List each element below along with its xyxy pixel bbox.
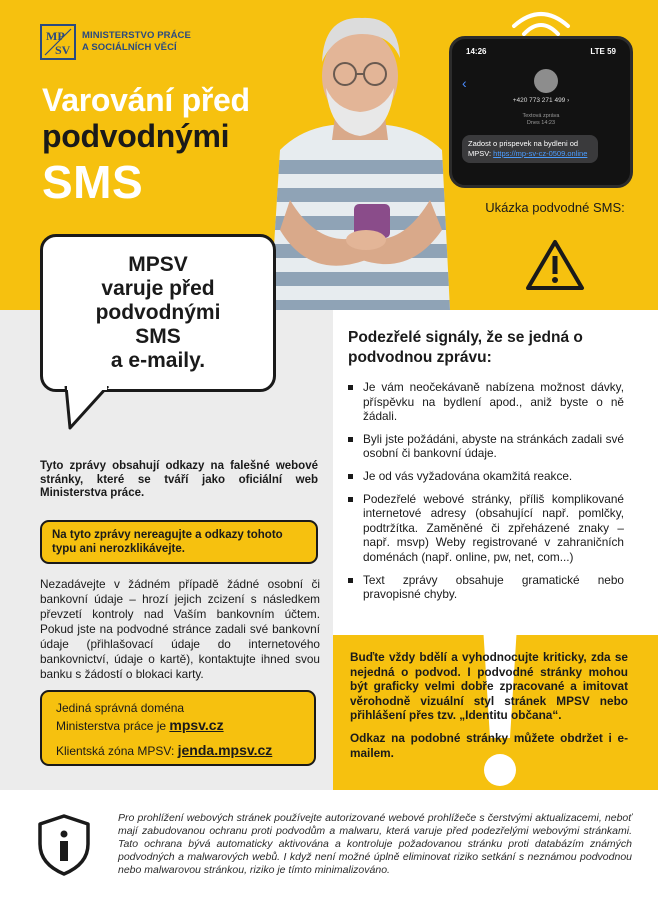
client-zone-link[interactable]: jenda.mpsv.cz bbox=[177, 742, 273, 758]
headline-line3: SMS bbox=[42, 156, 144, 208]
intro-text: Tyto zprávy obsahují odkazy na falešné webové stránky, které se tváří jako oficiální web Ministerstva práce. bbox=[40, 460, 318, 499]
message-meta bbox=[452, 113, 630, 127]
speech-bubble bbox=[40, 234, 276, 392]
list-item: Je od vás vyžadována okamžitá reakce. bbox=[348, 469, 624, 484]
phone-status-bar bbox=[466, 47, 616, 56]
official-domain-prefix: Ministerstva práce je bbox=[56, 719, 170, 733]
signals-list bbox=[348, 380, 624, 610]
back-chevron-icon: ‹ bbox=[462, 75, 467, 91]
signals-title: Podezřelé signály, že se jedná o podvodnou zprávu: bbox=[348, 329, 583, 366]
sms-phone-mockup bbox=[449, 36, 633, 188]
speech-line1: MPSV bbox=[128, 253, 188, 276]
phone-signal: LTE 59 bbox=[590, 47, 616, 56]
official-domain-label: Jediná správná doména bbox=[56, 701, 185, 715]
speech-bubble-tail bbox=[62, 386, 112, 432]
client-zone-prefix: Klientská zóna MPSV: bbox=[56, 744, 178, 758]
vigilance-text bbox=[350, 650, 628, 760]
client-zone-row bbox=[56, 742, 300, 760]
warning-triangle-icon bbox=[524, 238, 586, 292]
headline-line1: Varování před bbox=[42, 82, 250, 118]
speech-line5: a e-maily. bbox=[110, 349, 206, 372]
mpsv-logo-mark bbox=[43, 27, 73, 57]
contact-avatar bbox=[534, 69, 558, 93]
list-item: Podezřelé webové stránky, příliš komplikované internetové adresy (obsahující např. pomlčky, podtržítka. Zaměněné či zpřeházené znaky – např. msvp) Weby registrované v zahraničních doménách (např. online, pw, net, com...) bbox=[348, 492, 624, 565]
mpsv-logo bbox=[40, 24, 191, 60]
speech-line2: varuje před bbox=[101, 277, 215, 300]
list-item: Je vám neočekávaně nabízena možnost dávky, příspěvku na bydlení apod., aniž byste o ně žádali. bbox=[348, 380, 624, 424]
list-item: Byli jste požádáni, abyste na stránkách zadali své osobní či bankovní údaje. bbox=[348, 432, 624, 461]
speech-line4: SMS bbox=[135, 325, 181, 348]
bank-data-warning: Nezadávejte v žádném případě žádné osobní či bankovní údaje – hrozí jejich zcizení s následkem převzetí kontroly nad Vaším bankovním účtem. Pokud jste na podvodné stránce zadali své bankovní údaje (přihlašovací údaje do internetového bankovnictví, údaje o kartě), kontaktujte ihned svou banku s žádostí o blokaci karty. bbox=[40, 577, 320, 681]
svg-text:MP: MP bbox=[46, 29, 65, 43]
svg-text:SV: SV bbox=[55, 43, 71, 57]
vigilance-paragraph-2: Odkaz na podobné stránky můžete obdržet i e-mailem. bbox=[350, 730, 628, 760]
sms-text: Zadost o prispevek na bydleni od MPSV: bbox=[468, 139, 579, 158]
official-domain-line bbox=[56, 717, 300, 735]
official-domain-link[interactable]: mpsv.cz bbox=[169, 717, 224, 733]
official-domain-row bbox=[56, 700, 300, 735]
sms-fraud-link[interactable]: https://mp-sv-cz-0509.online bbox=[493, 149, 588, 158]
phone-time: 14:26 bbox=[466, 47, 487, 56]
ministry-name-line2: A SOCIÁLNÍCH VĚCÍ bbox=[82, 42, 177, 53]
speech-line3: podvodnými bbox=[95, 301, 221, 324]
message-type: Textová zpráva bbox=[522, 113, 560, 119]
senior-man-photo bbox=[270, 0, 450, 310]
ministry-name-line1: MINISTERSTVO PRÁCE bbox=[82, 30, 191, 41]
speech-bubble-text bbox=[96, 253, 221, 373]
sender-number: +420 773 271 499 › bbox=[512, 97, 570, 104]
shield-info-icon bbox=[38, 814, 90, 876]
vigilance-paragraph-1: Buďte vždy bdělí a vyhodnocujte kriticky, zda se nejedná o podvod. I podvodné stránky mohou být graficky velmi dobře zpracované a imitovat věrohodně vizuální styl stránek MPSV nebo přihlášení přes tzv. „Identitu občana“. bbox=[350, 650, 628, 723]
mpsv-logo-icon bbox=[40, 24, 76, 60]
browser-safety-note: Pro prohlížení webových stránek používejte autorizované webové prohlížeče s čerstvými aktualizacemi, neboť mají zabudovanou ochranu proti podvodům a malwaru, která varuje před podezřelými webovými stránkami. Tato ochrana bývá automaticky aktivována a kontroluje požadovanou stránku proti databázím známých podvodných a malwarových webů. I když není možné úplně eliminovat riziko setkání s neznámou podvodnou nebo malwarovou stránkou, riziko je tímto minimalizováno. bbox=[118, 812, 632, 876]
do-not-click-callout: Na tyto zprávy nereagujte a odkazy tohoto typu ani nerozklikávejte. bbox=[40, 520, 318, 564]
official-domain-box bbox=[40, 690, 316, 766]
ministry-name bbox=[82, 30, 191, 54]
list-item: Text zprávy obsahuje gramatické nebo pravopisné chyby. bbox=[348, 573, 624, 602]
message-date: Dnes 14:23 bbox=[526, 120, 556, 126]
headline-line2: podvodnými bbox=[42, 118, 230, 154]
sample-sms-label: Ukázka podvodné SMS: bbox=[485, 200, 625, 215]
sms-bubble bbox=[462, 135, 598, 163]
